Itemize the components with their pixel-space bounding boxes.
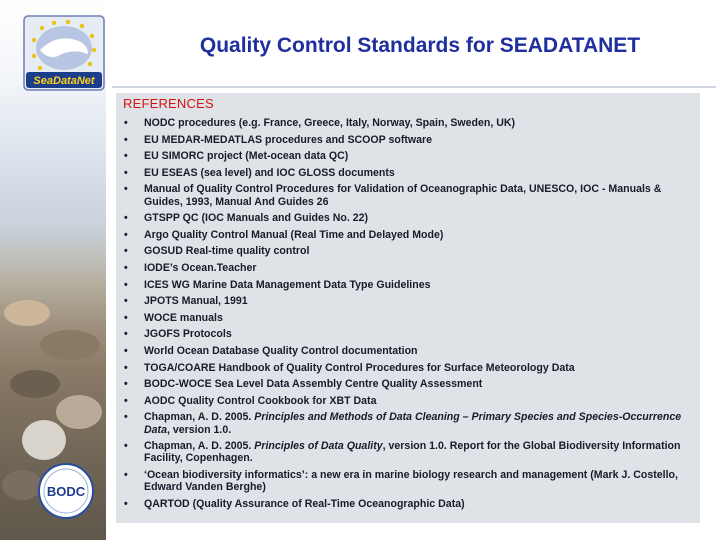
reference-item: • Manual of Quality Control Procedures for Validation of Oceanographic Data, UNESCO, IOC - Manuals & Guides, 1993, Manual And Guides 26 xyxy=(122,183,700,207)
reference-item: • ‘Ocean biodiversity informatics’: a new era in marine biology research and management (Mark J. Costello, Edward Vanden Berghe) xyxy=(122,469,700,493)
svg-text:SeaDataNet: SeaDataNet xyxy=(33,75,95,87)
reference-item: • TOGA/COARE Handbook of Quality Control Procedures for Surface Meteorology Data xyxy=(122,362,700,374)
reference-title: Principles and Methods of Data Cleaning – Primary Species and Species-Occurrence Data xyxy=(144,411,682,436)
reference-item: • GTSPP QC (IOC Manuals and Guides No. 22) xyxy=(122,212,700,224)
reference-item: • JPOTS Manual, 1991 xyxy=(122,295,700,307)
title-divider xyxy=(112,86,716,88)
rock-shape xyxy=(40,330,100,360)
reference-item: • EU MEDAR-MEDATLAS procedures and SCOOP software xyxy=(122,134,700,146)
references-heading: REFERENCES xyxy=(123,96,214,111)
reference-title: Principles of Data Quality xyxy=(254,440,383,453)
reference-suffix: , version 1.0. xyxy=(166,423,232,436)
reference-prefix: Chapman, A. D. 2005. xyxy=(144,411,255,424)
svg-text:BODC: BODC xyxy=(46,484,86,499)
rock-shape xyxy=(4,300,50,326)
reference-item: • Argo Quality Control Manual (Real Time and Delayed Mode) xyxy=(122,229,700,241)
page-title: Quality Control Standards for SEADATANET xyxy=(199,34,641,57)
references-list xyxy=(122,117,700,514)
reference-item: • WOCE manuals xyxy=(122,312,700,324)
reference-prefix: Chapman, A. D. 2005. xyxy=(144,440,255,453)
reference-suffix: , version 1.0. Report for the Global Biodiversity Information Facility, Copenhagen. xyxy=(144,440,681,465)
rock-shape xyxy=(10,370,60,398)
rock-shape xyxy=(22,420,66,460)
reference-item xyxy=(122,440,700,464)
reference-item: • ICES WG Marine Data Management Data Type Guidelines xyxy=(122,279,700,291)
reference-item: • GOSUD Real-time quality control xyxy=(122,245,700,257)
rock-shape xyxy=(56,395,102,429)
reference-item: • AODC Quality Control Cookbook for XBT Data xyxy=(122,395,700,407)
reference-item: • World Ocean Database Quality Control documentation xyxy=(122,345,700,357)
reference-item: • JGOFS Protocols xyxy=(122,328,700,340)
reference-item: • QARTOD (Quality Assurance of Real-Time Oceanographic Data) xyxy=(122,498,700,510)
reference-item: • BODC-WOCE Sea Level Data Assembly Centre Quality Assessment xyxy=(122,378,700,390)
bodc-logo xyxy=(36,462,96,520)
reference-item: • EU ESEAS (sea level) and IOC GLOSS documents xyxy=(122,167,700,179)
reference-item xyxy=(122,411,700,435)
reference-item: • IODE’s Ocean.Teacher xyxy=(122,262,700,274)
reference-item: • NODC procedures (e.g. France, Greece, Italy, Norway, Spain, Sweden, UK) xyxy=(122,117,700,129)
reference-item: • EU SIMORC project (Met-ocean data QC) xyxy=(122,150,700,162)
seadatanet-logo xyxy=(22,14,106,92)
